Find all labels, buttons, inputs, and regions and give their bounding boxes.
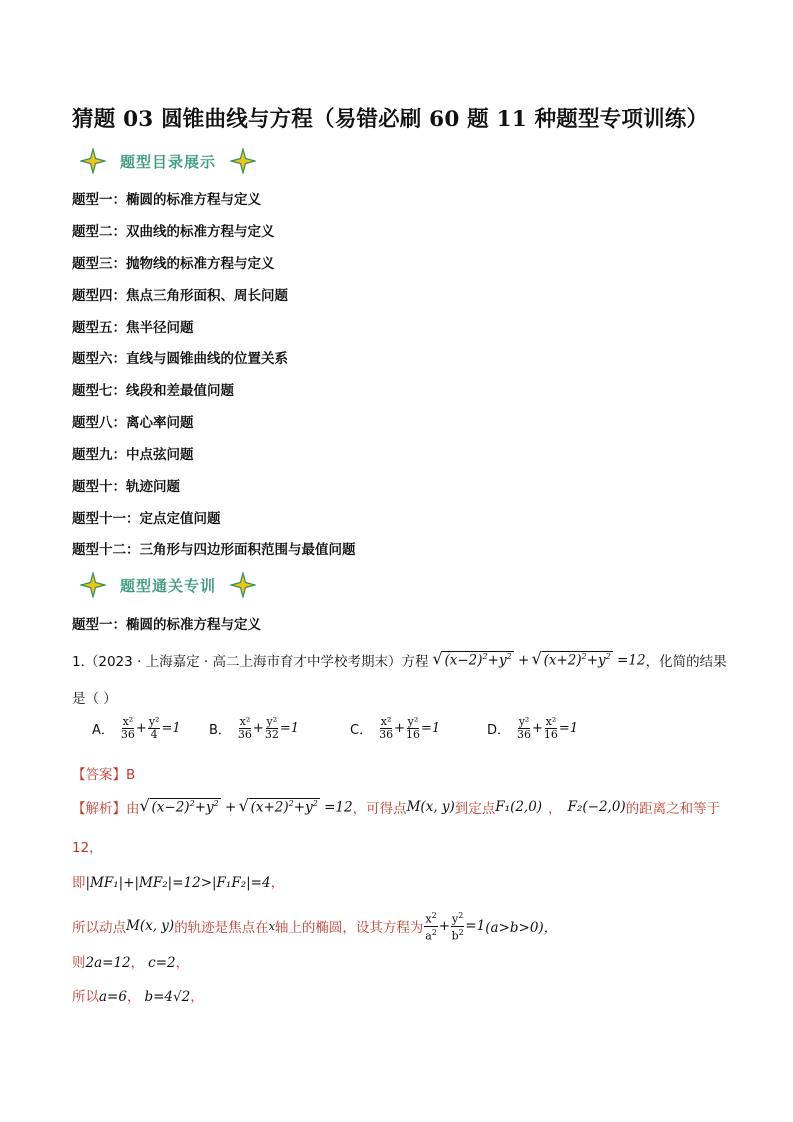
toc-item: 题型九：中点弦问题 bbox=[72, 447, 194, 463]
banner-title: 题型通关专训 bbox=[120, 576, 217, 595]
option-c[interactable]: C． $\frac{\text{x²}}{36}$ + $\frac{\text{y²}}{16}$ =1 bbox=[350, 715, 441, 741]
option-d[interactable]: D． $\frac{\text{y²}}{36}$ + $\frac{\text{x²}}{16}$ =1 bbox=[487, 715, 579, 741]
sparkle-icon bbox=[80, 148, 106, 174]
toc-item: 题型十：轨迹问题 bbox=[72, 479, 180, 495]
toc-item: 题型五：焦半径问题 bbox=[72, 320, 194, 336]
question-suffix: ，化简的结果 bbox=[645, 654, 727, 670]
question-line2: 是（ ） bbox=[72, 691, 117, 707]
sparkle-icon bbox=[230, 572, 256, 598]
answer-line bbox=[72, 763, 135, 783]
section-banner-toc bbox=[80, 149, 256, 173]
question-prefix: 1.（2023 · 上海嘉定 · 高二上海市育才中学校考期末）方程 bbox=[72, 654, 429, 670]
sparkle-icon bbox=[80, 572, 106, 598]
equation: √ $(x-2)^2+y^2$ + √ $(x+2)^2+y^2 =12$ bbox=[434, 651, 645, 669]
toc-item: 题型三：抛物线的标准方程与定义 bbox=[72, 256, 275, 272]
section-heading: 题型一：椭圆的标准方程与定义 bbox=[72, 617, 261, 633]
toc-item: 题型八：离心率问题 bbox=[72, 415, 194, 431]
sparkle-icon bbox=[230, 148, 256, 174]
option-b[interactable]: B． $\frac{\text{x²}}{36}$ + $\frac{\text{y²}}{32}$ =1 bbox=[209, 715, 299, 741]
analysis-tag: 【解析】 bbox=[72, 801, 126, 817]
equation: √ $(x-2)^2+y^2$ + √ $(x+2)^2+y^2 =12$ bbox=[142, 798, 353, 816]
option-a[interactable]: A． $\frac{\text{x²}}{36}$ + $\frac{\text{y²}}{4}$ =1 bbox=[92, 715, 181, 741]
analysis-line-5: 则2a=12， c=2， bbox=[72, 955, 190, 971]
analysis-line-6: 所以a=6， b=4√2， bbox=[72, 989, 204, 1005]
answer-value: B bbox=[126, 767, 136, 783]
analysis-line-3: 即|MF₁|+|MF₂|=12>|F₁F₂|=4， bbox=[72, 875, 285, 891]
question-stem bbox=[72, 650, 727, 670]
answer-tag: 【答案】 bbox=[72, 767, 126, 783]
toc-item: 题型六：直线与圆锥曲线的位置关系 bbox=[72, 351, 288, 367]
toc-item: 题型一：椭圆的标准方程与定义 bbox=[72, 192, 261, 208]
toc-item: 题型七：线段和差最值问题 bbox=[72, 383, 234, 399]
analysis-line-4: 所以动点 M(x, y) 的轨迹是焦点在 x 轴上的椭圆，设其方程为 $\frac{x^2}{a^2}$ + $\frac{y^2}{b^2}$ =1 (a>b>0)， bbox=[72, 911, 558, 943]
toc-item: 题型四：焦点三角形面积、周长问题 bbox=[72, 288, 288, 304]
toc-item: 题型十二：三角形与四边形面积范围与最值问题 bbox=[72, 542, 356, 558]
section-banner-practice bbox=[80, 573, 256, 597]
banner-title: 题型目录展示 bbox=[120, 152, 217, 171]
analysis-line-2: 12， bbox=[72, 840, 103, 856]
toc-item: 题型二：双曲线的标准方程与定义 bbox=[72, 224, 275, 240]
page-title: 猜题 03 圆锥曲线与方程（易错必刷 60 题 11 种题型专项训练） bbox=[72, 107, 709, 132]
toc-item: 题型十一：定点定值问题 bbox=[72, 511, 221, 527]
analysis-line-1: 【解析】 由 √ $(x-2)^2+y^2$ + √ $(x+2)^2+y^2 =12$ ，可得点 M(x, y) 到定点 F₁(2,0) ， F₂(−2,0) 的距离之和等于 bbox=[72, 797, 720, 817]
